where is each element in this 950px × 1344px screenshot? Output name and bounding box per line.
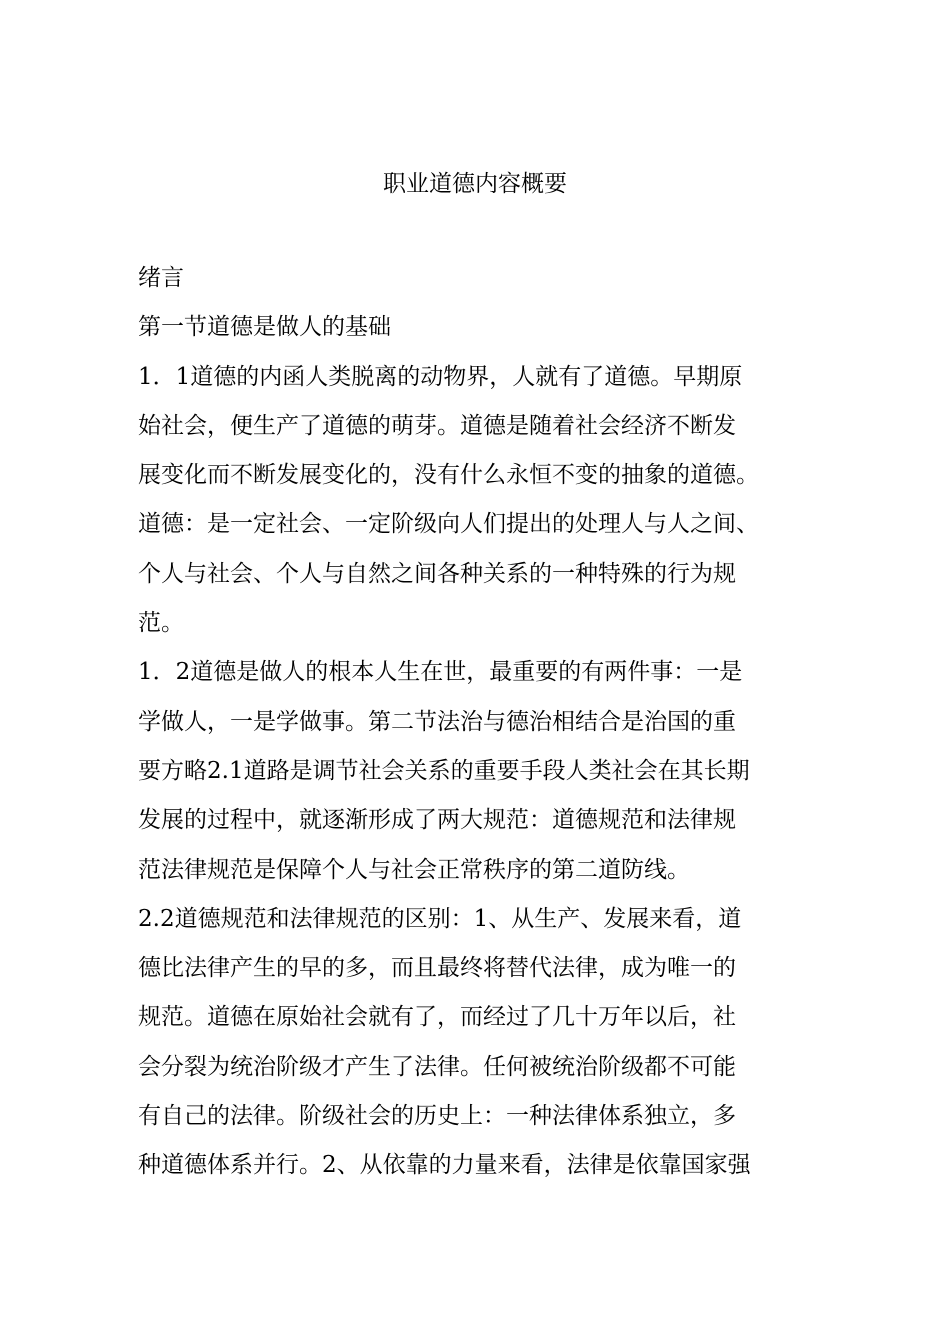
text-line: 有自己的法律。阶级社会的历史上：一种法律体系独立，多 xyxy=(138,1103,736,1130)
text-line: 展变化而不断发展变化的，没有什么永恒不变的抽象的道德。 xyxy=(138,462,759,489)
text-line: 1．2道德是做人的根本人生在世，最重要的有两件事：一是 xyxy=(138,659,743,686)
text-line: 发展的过程中，就逐渐形成了两大规范：道德规范和法律规 xyxy=(138,807,736,834)
text-line: 道德：是一定社会、一定阶级向人们提出的处理人与人之间、 xyxy=(138,511,759,538)
paragraph-2-2 xyxy=(138,895,828,1191)
text-line: 绪言 xyxy=(138,265,184,291)
text-line: 学做人，一是学做事。第二节法治与德治相结合是治国的重 xyxy=(138,708,736,735)
text-line: 德比法律产生的早的多，而且最终将替代法律，成为唯一的 xyxy=(138,955,736,982)
text-line: 规范。道德在原始社会就有了，而经过了几十万年以后，社 xyxy=(138,1004,736,1031)
text-line: 会分裂为统治阶级才产生了法律。任何被统治阶级都不可能 xyxy=(138,1053,736,1080)
text-line: 要方略2.1道路是调节社会关系的重要手段人类社会在其长期 xyxy=(138,757,750,784)
paragraph-1-2 xyxy=(138,648,828,894)
text-line: 个人与社会、个人与自然之间各种关系的一种特殊的行为规 xyxy=(138,560,736,587)
paragraph-1-1 xyxy=(138,353,828,649)
document-body xyxy=(138,254,828,1191)
paragraph-preface xyxy=(138,254,828,303)
text-line: 始社会，便生产了道德的萌芽。道德是随着社会经济不断发 xyxy=(138,412,736,439)
paragraph-section-1-heading xyxy=(138,303,828,352)
text-line: 2.2道德规范和法律规范的区别：1、从生产、发展来看，道 xyxy=(138,905,742,932)
text-line: 种道德体系并行。2、从依靠的力量来看，法律是依靠国家强 xyxy=(138,1152,751,1179)
text-line: 1．1道德的内函人类脱离的动物界，人就有了道德。早期原 xyxy=(138,363,743,390)
text-line: 范。 xyxy=(138,610,184,637)
document-title: 职业道德内容概要 xyxy=(383,171,567,197)
text-line: 范法律规范是保障个人与社会正常秩序的第二道防线。 xyxy=(138,856,690,883)
text-line: 第一节道德是做人的基础 xyxy=(138,314,391,341)
